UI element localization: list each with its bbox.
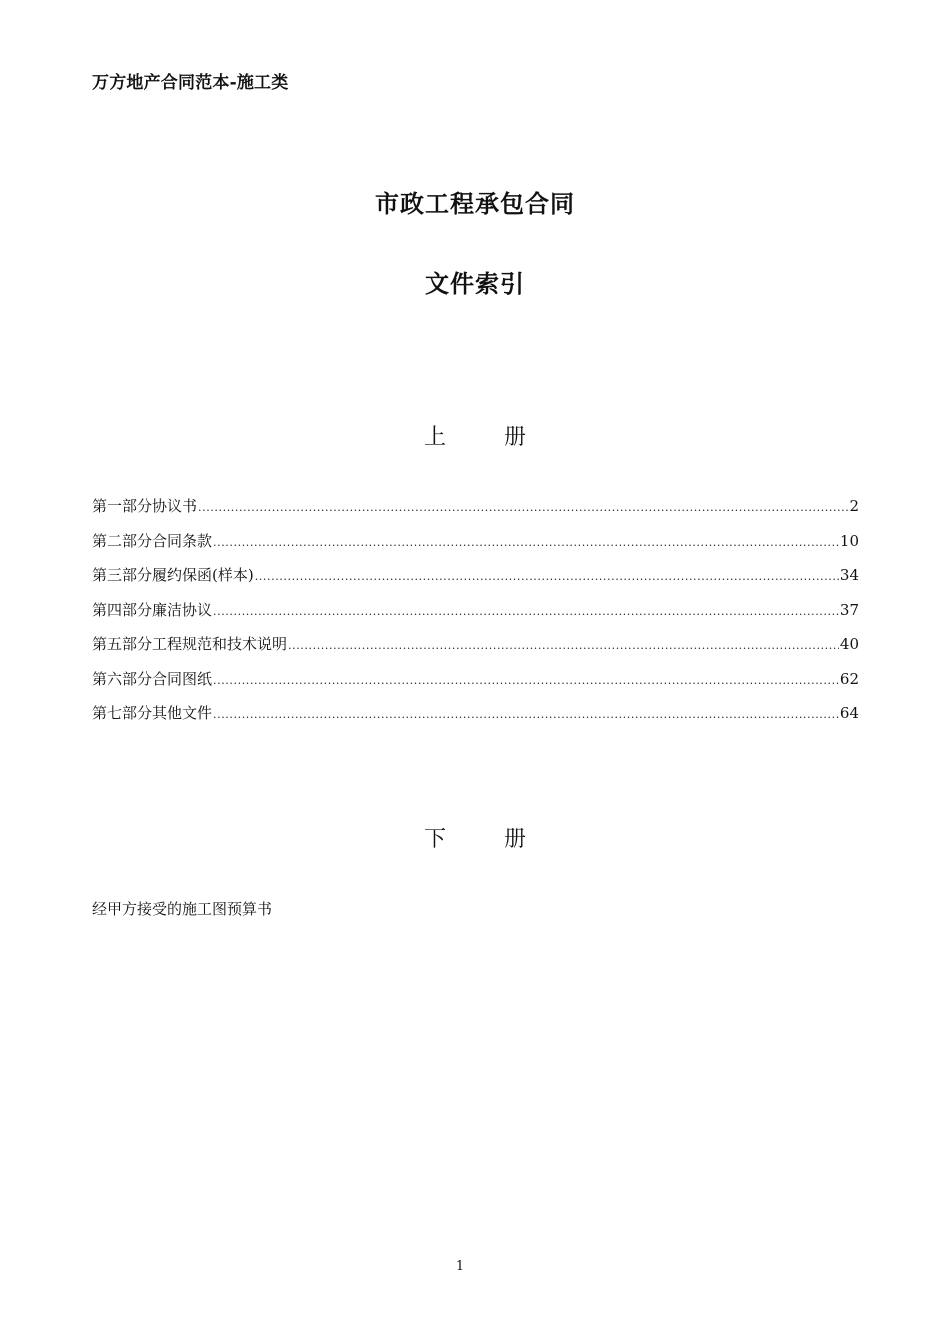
- toc-item-page: 40: [839, 635, 859, 653]
- toc-dot-leader: [213, 671, 839, 691]
- toc-item-page: 62: [839, 669, 859, 688]
- toc-item[interactable]: [92, 565, 859, 600]
- toc-item-label: 第五部分工程规范和技术说明: [92, 635, 288, 653]
- lower-volume-heading: [0, 822, 950, 853]
- toc-item[interactable]: [92, 496, 859, 531]
- toc-dot-leader: [213, 705, 839, 725]
- toc-item-label: 第六部分合同图纸: [92, 669, 213, 688]
- toc-item[interactable]: [92, 703, 859, 738]
- upper-volume-char-2: 册: [504, 425, 527, 450]
- toc-item-page: 64: [839, 704, 859, 722]
- toc-item-label: 第四部分廉洁协议: [92, 600, 213, 619]
- toc-dot-leader: [213, 602, 839, 622]
- toc-item-label: 第三部分履约保函(样本): [92, 566, 254, 584]
- toc-item-label: 第七部分其他文件: [92, 704, 213, 722]
- toc-item-page: 37: [839, 600, 859, 619]
- document-header: 万方地产合同范本-施工类: [92, 73, 289, 93]
- document-title: 市政工程承包合同: [375, 190, 575, 218]
- toc-item[interactable]: [92, 531, 859, 566]
- upper-volume-char-1: 上: [423, 425, 446, 450]
- lower-volume-char-1: 下: [423, 827, 446, 852]
- toc-item-label: 第二部分合同条款: [92, 531, 213, 550]
- toc-item[interactable]: [92, 634, 859, 669]
- toc-dot-leader: [213, 533, 839, 553]
- toc-item[interactable]: [92, 600, 859, 635]
- toc-item[interactable]: [92, 669, 859, 704]
- document-subtitle: 文件索引: [425, 270, 525, 298]
- toc-item-label: 第一部分协议书: [92, 497, 198, 515]
- toc-dot-leader: [255, 567, 839, 587]
- toc-dot-leader: [288, 636, 839, 656]
- lower-volume-char-2: 册: [504, 827, 527, 852]
- lower-volume-item: 经甲方接受的施工图预算书: [92, 900, 273, 918]
- toc-item-page: 2: [849, 497, 859, 515]
- table-of-contents: [92, 496, 859, 738]
- page-number: 1: [455, 1259, 465, 1274]
- upper-volume-heading: [0, 420, 950, 451]
- toc-item-page: 10: [839, 531, 859, 550]
- toc-item-page: 34: [839, 566, 859, 584]
- toc-dot-leader: [198, 498, 848, 518]
